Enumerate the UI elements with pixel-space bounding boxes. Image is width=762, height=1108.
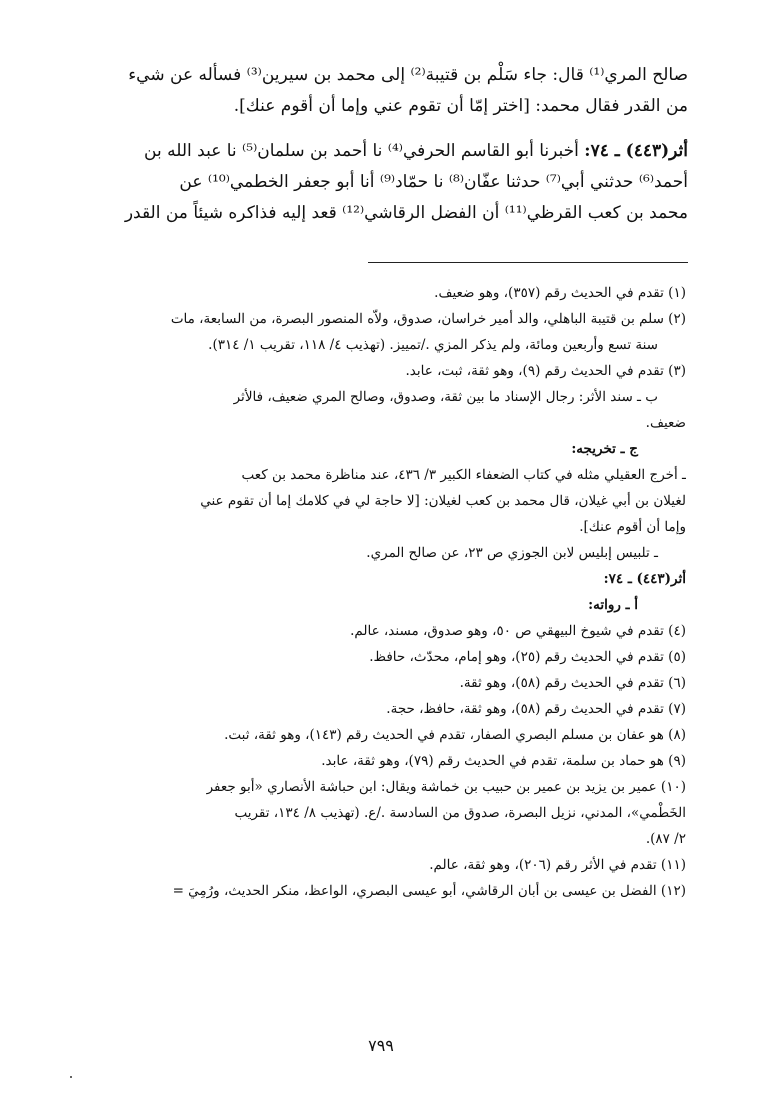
footnote-line: (١٠) عمير بن يزيد بن عمير بن حبيب بن خماشة ويقال: ابن حباشة الأنصاري «أبو جعفر bbox=[206, 779, 686, 795]
main-line-4: أحمد⁽⁶⁾ حدثني أبي⁽⁷⁾ حدثنا عفّان⁽⁸⁾ نا حمّاد⁽⁹⁾ أنا أبو جعفر الخطمي⁽¹⁰⁾ عن bbox=[179, 172, 688, 192]
footnote-line: (٨) هو عفان بن مسلم البصري الصفار، تقدم في الحديث رقم (١٤٣)، وهو ثقة، ثبت. bbox=[224, 727, 686, 743]
main-line-5: محمد بن كعب القرظي⁽¹¹⁾ أن الفضل الرقاشي⁽¹²⁾ قعد إليه فذاكره شيئاً من القدر bbox=[124, 203, 688, 223]
footnote-line: (٩) هو حماد بن سلمة، تقدم في الحديث رقم (٧٩)، وهو ثقة، عابد. bbox=[321, 753, 686, 769]
main-line-3 bbox=[56, 136, 688, 167]
footnote-line: وإما أن أقوم عنك]. bbox=[579, 519, 686, 535]
footnote-line: (٤) تقدم في شيوخ البيهقي ص ٥٠، وهو صدوق، مسند، عالم. bbox=[350, 623, 686, 639]
footnote-line: (٣) تقدم في الحديث رقم (٩)، وهو ثقة، ثبت، عابد. bbox=[405, 363, 686, 379]
footnote-line: (٢) سلم بن قتيبة الباهلي، والد أمير خراسان، صدوق، ولاّه المنصور البصرة، من السابعة، مات bbox=[170, 311, 686, 327]
footnote-line: (١١) تقدم في الأثر رقم (٢٠٦)، وهو ثقة، عالم. bbox=[429, 857, 686, 873]
footnote-line: أثر(٤٤٣) ـ ٧٤: bbox=[603, 571, 686, 587]
print-speck bbox=[70, 1076, 72, 1078]
footnote-line: (١) تقدم في الحديث رقم (٣٥٧)، وهو ضعيف. bbox=[434, 285, 686, 301]
athar-label: أثر(٤٤٣) ـ ٧٤: bbox=[584, 141, 688, 161]
main-line-2: من القدر فقال محمد: [اختر إمّا أن تقوم عني وإما أن أقوم عنك]. bbox=[233, 96, 688, 116]
footnote-line: ضعيف. bbox=[645, 415, 686, 431]
footnote-line: سنة تسع وأربعين ومائة، ولم يذكر المزي ./تمييز. (تهذيب ٤/ ١١٨، تقريب ١/ ٣١٤). bbox=[208, 337, 658, 353]
footnote-line: (١٢) الفضل بن عيسى بن أبان الرقاشي، أبو عيسى البصري، الواعظ، منكر الحديث، ورُمِيَ = bbox=[172, 883, 686, 899]
footnote-line: (٦) تقدم في الحديث رقم (٥٨)، وهو ثقة. bbox=[459, 675, 686, 691]
footnote-line: (٥) تقدم في الحديث رقم (٢٥)، وهو إمام، محدّث، حافظ. bbox=[369, 649, 686, 665]
footnote-line: ـ أخرج العقيلي مثله في كتاب الضعفاء الكبير ٣/ ٤٣٦، عند مناظرة محمد بن كعب bbox=[241, 467, 686, 483]
footnote-line: الخَطْمي»، المدني، نزيل البصرة، صدوق من السادسة ./ع. (تهذيب ٨/ ١٣٤، تقريب bbox=[234, 805, 686, 821]
footnote-line: أ ـ رواته: bbox=[588, 597, 638, 613]
footnote-divider bbox=[368, 262, 688, 263]
footnote-line: (٧) تقدم في الحديث رقم (٥٨)، وهو ثقة، حافظ، حجة. bbox=[386, 701, 686, 717]
footnote-line: ٢/ ٨٧). bbox=[645, 831, 686, 847]
footnote-line: ـ تلبيس إبليس لابن الجوزي ص ٢٣، عن صالح المري. bbox=[366, 545, 658, 561]
footnote-line: ج ـ تخريجه: bbox=[571, 441, 638, 457]
main-line-1: صالح المري⁽¹⁾ قال: جاء سَلْم بن قتيبة⁽²⁾ إلى محمد بن سيرين⁽³⁾ فسأله عن شيء bbox=[128, 65, 688, 85]
page-number: ٧٩٩ bbox=[368, 1036, 394, 1055]
footnotes bbox=[56, 280, 686, 904]
footnote-line: لغيلان بن أبي غيلان، قال محمد بن كعب لغيلان: [لا حاجة لي في كلامك إما أن تقوم عني bbox=[200, 493, 686, 509]
footnote-line: ب ـ سند الأثر: رجال الإسناد ما بين ثقة، وصدوق، وصالح المري ضعيف، فالأثر bbox=[233, 389, 658, 405]
main-text bbox=[56, 60, 688, 229]
main-line-3-text: أخبرنا أبو القاسم الحرفي⁽⁴⁾ نا أحمد بن سلمان⁽⁵⁾ نا عبد الله بن bbox=[144, 141, 585, 161]
